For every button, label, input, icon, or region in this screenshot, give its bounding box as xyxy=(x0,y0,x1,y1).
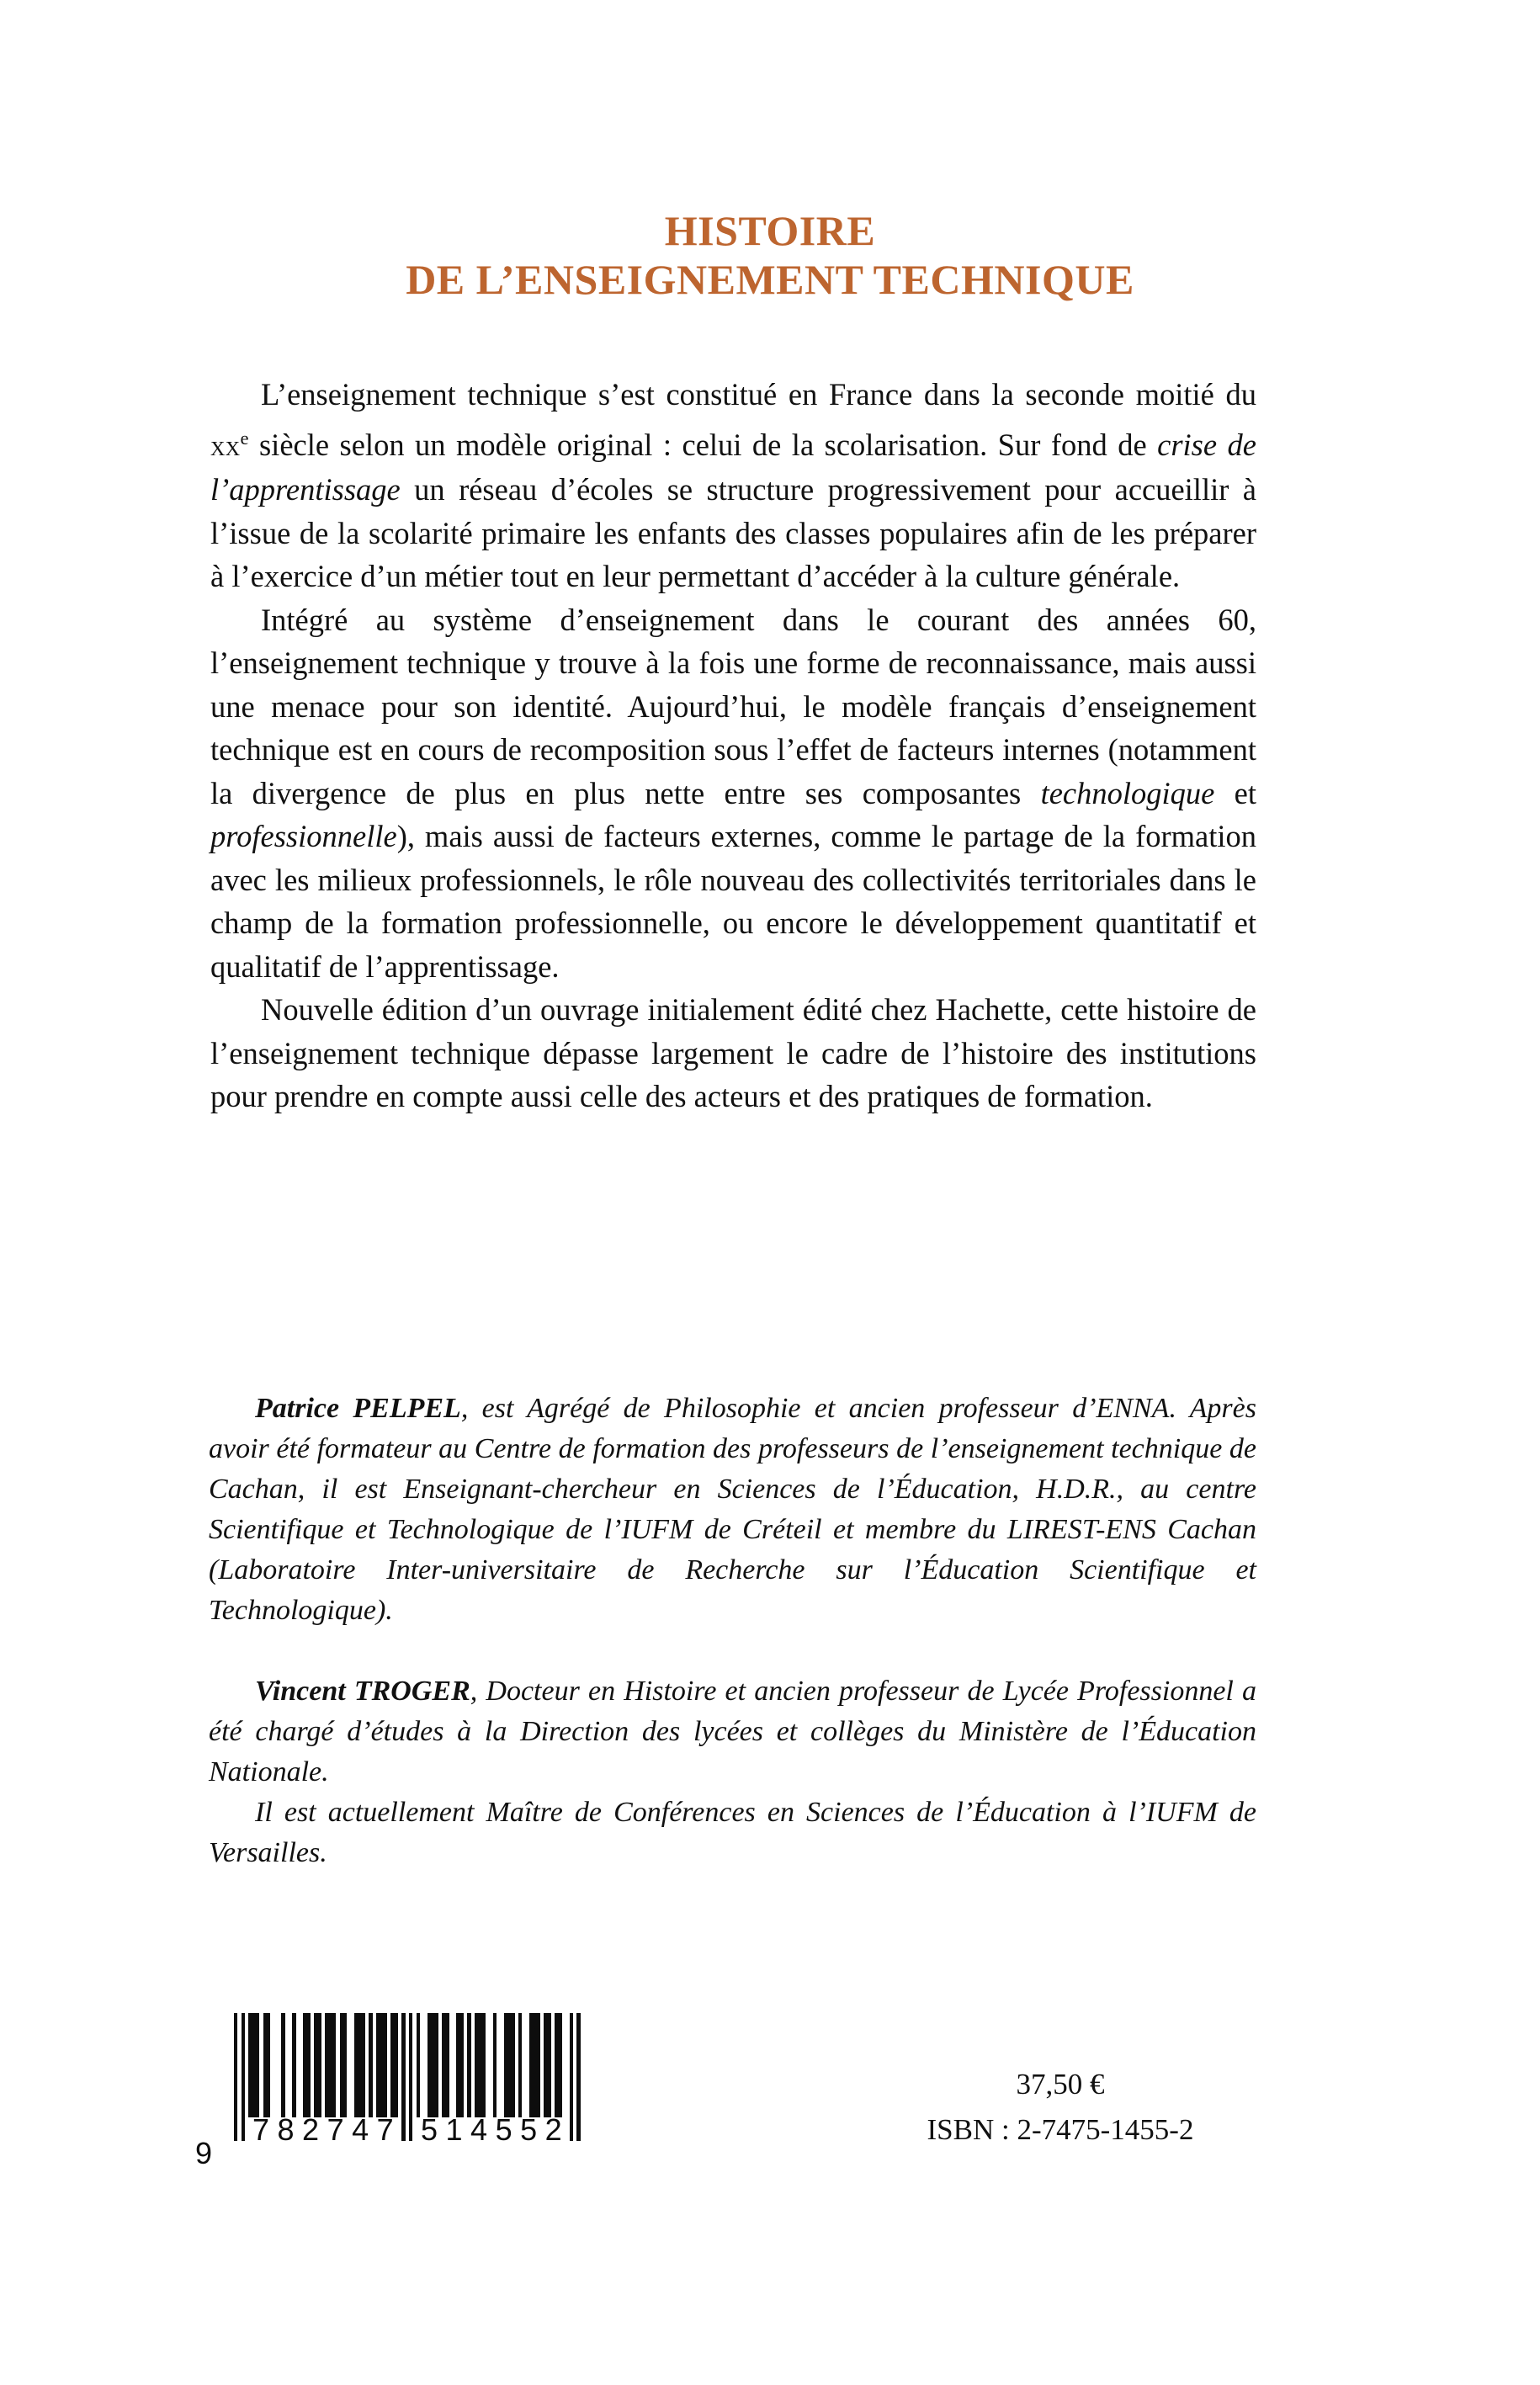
barcode-digits xyxy=(234,2112,581,2148)
author-bio-pelpel-text: , est Agrégé de Philosophie et ancien professeur d’ENNA. Après avoir été formateur au Centre de formation des professeurs de l’enseignement technique de Cachan, il est Enseignant-chercheur en Sciences de l’Éducation, H.D.R., au centre Scientifique et Technologique de l’IUFM de Créteil et membre du LIREST-ENS Cachan (Laboratoire Inter-universitaire de Recherche sur l’Éducation Scientifique et Technologique). xyxy=(209,1393,1256,1626)
page-title xyxy=(0,206,1540,304)
author-bio-troger xyxy=(209,1671,1256,1793)
blurb-p2-italic-2: professionnelle xyxy=(210,819,397,854)
author-bio-troger-text: , Docteur en Histoire et ancien professeur de Lycée Professionnel a été chargé d’études à la Direction des lycées et collèges du Ministère de l’Éducation Nationale. xyxy=(209,1676,1257,1787)
barcode-lead-digit: 9 xyxy=(195,2136,213,2170)
blurb-century-smallcaps: xx xyxy=(210,429,241,462)
blurb-p1-text-2: siècle selon un modèle original : celui de la scolarisation. Sur fond de xyxy=(248,427,1158,462)
title-line-2: DE L’ENSEIGNEMENT TECHNIQUE xyxy=(406,256,1134,303)
blurb-paragraph-1 xyxy=(210,373,1256,598)
author-bio-troger-continued: Il est actuellement Maître de Conférences en Sciences de l’Éducation à l’IUFM de Versailles. xyxy=(209,1797,1256,1868)
blurb-p1-italic-1: crise de l’apprentissage xyxy=(210,427,1257,507)
title-line-1: HISTOIRE xyxy=(664,207,876,254)
barcode xyxy=(195,2013,582,2170)
blurb-p2-italic-1: technologique xyxy=(1040,775,1215,810)
blurb-paragraph-3: Nouvelle édition d’un ouvrage initialement édité chez Hachette, cette histoire de l’enseignement technique dépasse largement le cadre de l’histoire des institutions pour prendre en compte aussi celle des acteurs et des pratiques de formation. xyxy=(210,992,1256,1114)
blurb-p2-text-1: Intégré au système d’enseignement dans le courant des années 60, l’enseignement technique y trouve à la fois une forme de reconnaissance, mais aussi une menace pour son identité. Aujourd’hui, le modèle français d’enseignement technique est en cours de recomposition sous l’effet de facteurs internes (notamment la divergence de plus en plus nette entre ses composantes xyxy=(210,602,1256,810)
blurb-p2-text-3: ), mais aussi de facteurs externes, comme le partage de la formation avec les milieux professionnels, le rôle nouveau des collectivités territoriales dans le champ de la formation professionnelle, ou encore le développement quantitatif et qualitatif de l’apprentissage. xyxy=(210,819,1256,984)
blurb-paragraph-2 xyxy=(210,598,1256,989)
author-bios xyxy=(209,1389,1256,1873)
blurb-text xyxy=(210,373,1256,1118)
author-name-troger: Vincent TROGER xyxy=(255,1676,470,1707)
blurb-p1-text-3: un réseau d’écoles se structure progressivement pour accueillir à l’issue de la scolarité primaire les enfants des classes populaires afin de les préparer à l’exercice d’un métier tout en leur permettant d’accéder à la culture générale. xyxy=(210,472,1256,594)
blurb-century-superscript: e xyxy=(240,427,249,449)
blurb-p2-text-2: et xyxy=(1214,775,1257,810)
barcode-right-group: 514552 xyxy=(421,2112,571,2147)
price: 37,50 € xyxy=(1016,2068,1105,2101)
barcode-left-group: 782747 xyxy=(252,2112,402,2147)
isbn: ISBN : 2-7475-1455-2 xyxy=(927,2113,1194,2146)
author-bio-pelpel xyxy=(209,1389,1256,1631)
blurb-p1-text-1: L’enseignement technique s’est constitué en France dans la seconde moitié du xyxy=(261,377,1256,412)
author-name-pelpel: Patrice PELPEL xyxy=(255,1393,461,1424)
price-isbn-block xyxy=(867,2062,1254,2153)
